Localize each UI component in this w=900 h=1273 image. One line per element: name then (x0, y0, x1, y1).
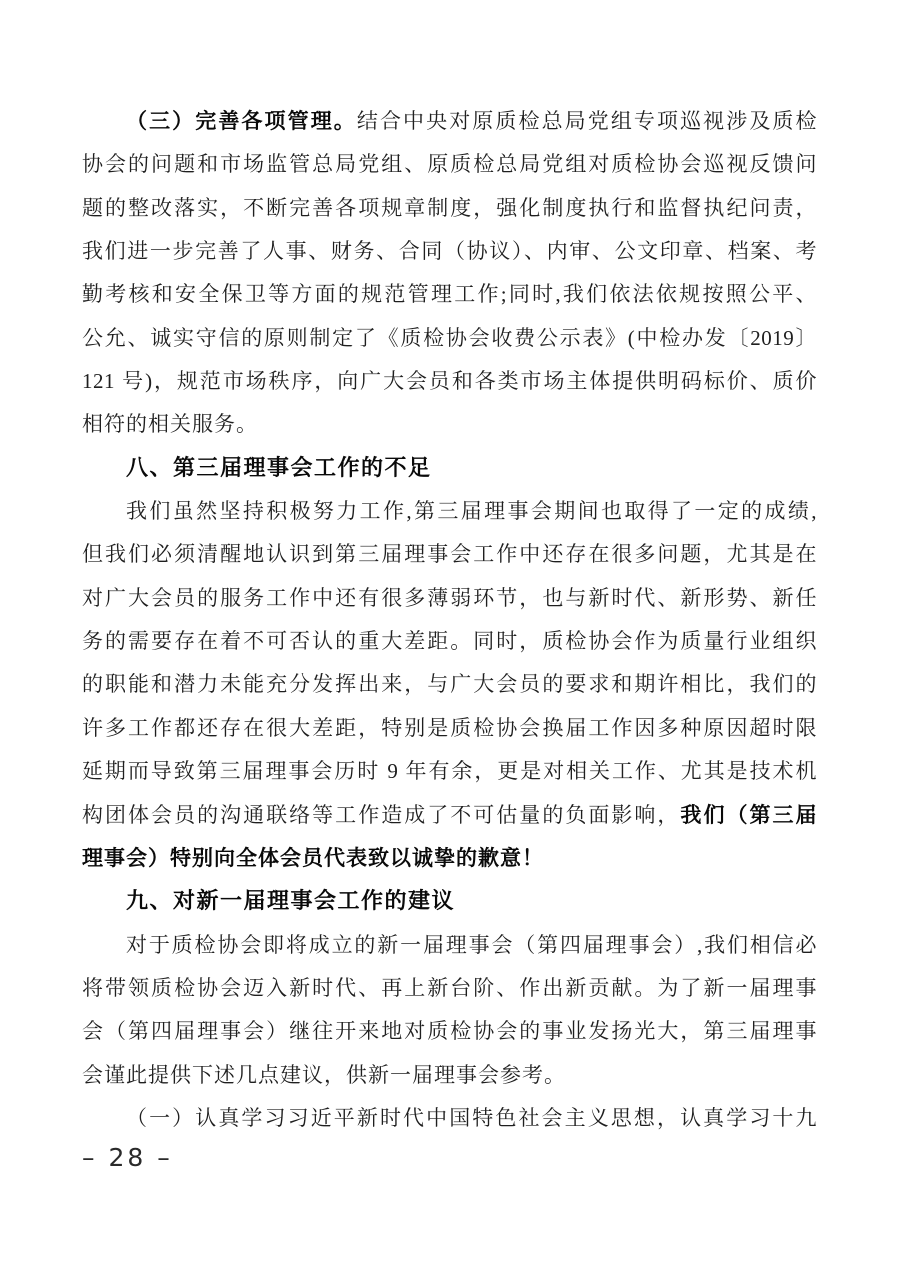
text-line (82, 187, 817, 230)
page-number: – 28 – (82, 1143, 173, 1172)
text-line (82, 794, 817, 837)
section-heading (82, 447, 817, 490)
body-text: 相符的相关服务。 (82, 412, 258, 437)
body-text: 将带领质检协会迈入新时代、再上新台阶、作出新贡献。为了新一届理事 (82, 975, 817, 1000)
text-line (82, 750, 817, 793)
document-body (82, 100, 817, 1140)
text-line (82, 620, 817, 663)
bold-text: 理事会）特别向全体会员代表致以诚挚的歉意！ (82, 845, 544, 870)
body-text: 许多工作都还存在很大差距，特别是质检协会换届工作因多种原因超时限 (82, 715, 817, 740)
body-text: 结合中央对原质检总局党组专项巡视涉及质检 (356, 109, 818, 133)
text-line (82, 360, 817, 403)
text-line (82, 143, 817, 186)
text-line (82, 1054, 817, 1097)
text-line (82, 100, 817, 143)
text-line (82, 490, 817, 533)
body-text: 勤考核和安全保卫等方面的规范管理工作;同时,我们依法依规按照公平、 (82, 282, 817, 307)
text-line (82, 837, 817, 880)
text-line (82, 1010, 817, 1053)
body-text: 对于质检协会即将成立的新一届理事会（第四届理事会）,我们相信必 (126, 932, 817, 957)
body-text: 延期而导致第三届理事会历时 9 年有余，更是对相关工作、尤其是技术机 (82, 759, 817, 784)
bold-text: （三）完善各项管理。 (126, 109, 357, 133)
text-line (82, 663, 817, 706)
body-text: 的职能和潜力未能充分发挥出来，与广大会员的要求和期许相比，我们的 (82, 672, 817, 697)
text-line (82, 924, 817, 967)
text-line (82, 230, 817, 273)
body-text: 协会的问题和市场监管总局党组、原质检总局党组对质检协会巡视反馈问 (82, 152, 817, 177)
text-line (82, 533, 817, 576)
body-text: 会谨此提供下述几点建议，供新一届理事会参考。 (82, 1062, 566, 1087)
body-text: 会（第四届理事会）继往开来地对质检协会的事业发扬光大，第三届理事 (82, 1019, 817, 1044)
text-line (82, 403, 817, 446)
body-text: 务的需要存在着不可否认的重大差距。同时，质检协会作为质量行业组织 (82, 629, 817, 654)
body-text: 公允、诚实守信的原则制定了《质检协会收费公示表》(中检办发〔2019〕 (82, 325, 817, 350)
body-text: 我们进一步完善了人事、财务、合同（协议）、内审、公文印章、档案、考 (82, 239, 817, 264)
body-text: 对广大会员的服务工作中还有很多薄弱环节，也与新时代、新形势、新任 (82, 585, 817, 610)
text-line (82, 577, 817, 620)
body-text: 题的整改落实，不断完善各项规章制度，强化制度执行和监督执纪问责， (82, 195, 817, 220)
bold-text: 八、第三届理事会工作的不足 (126, 455, 432, 481)
body-text: 121 号)，规范市场秩序，向广大会员和各类市场主体提供明码标价、质价 (82, 369, 817, 394)
text-line (82, 967, 817, 1010)
text-line (82, 707, 817, 750)
bold-text: 九、对新一届理事会工作的建议 (126, 889, 456, 915)
bold-text: 我们（第三届 (680, 802, 818, 827)
body-text: （一）认真学习习近平新时代中国特色社会主义思想，认真学习十九 (126, 1105, 817, 1130)
text-line (82, 1097, 817, 1140)
body-text: 但我们必须清醒地认识到第三届理事会工作中还存在很多问题，尤其是在 (82, 542, 817, 567)
section-heading (82, 880, 817, 923)
body-text: 我们虽然坚持积极努力工作,第三届理事会期间也取得了一定的成绩, (126, 499, 817, 524)
text-line (82, 317, 817, 360)
body-text: 构团体会员的沟通联络等工作造成了不可估量的负面影响， (82, 802, 681, 827)
text-line (82, 273, 817, 316)
